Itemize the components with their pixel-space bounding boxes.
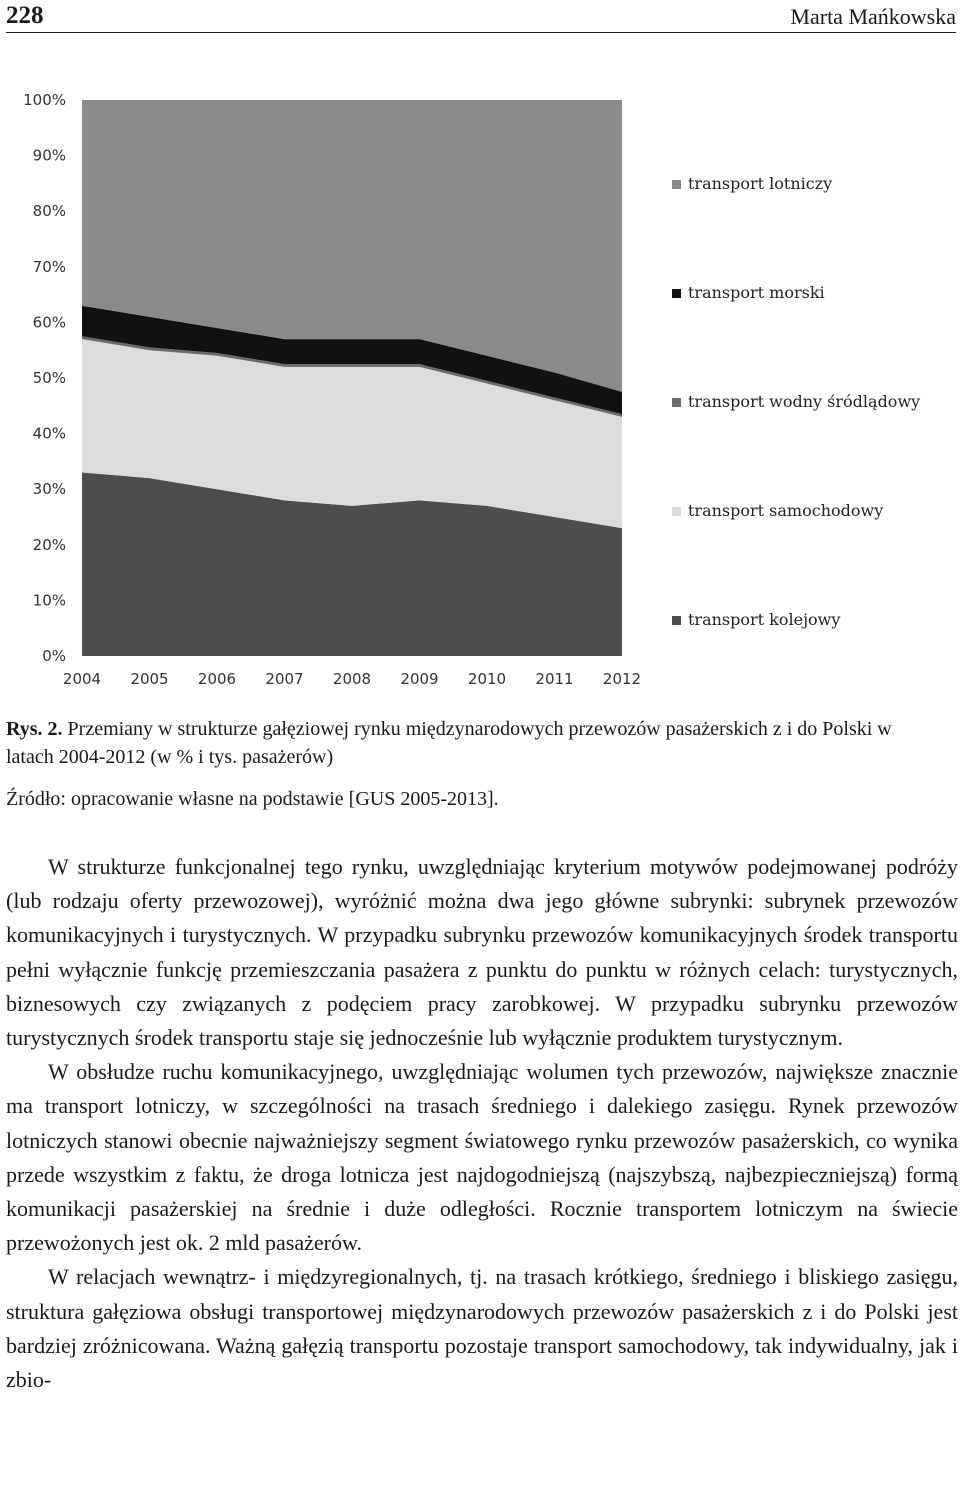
x-tick-label: 2010: [467, 670, 507, 688]
y-tick-label: 60%: [32, 313, 66, 332]
figure-caption: [6, 715, 906, 771]
legend-swatch: [672, 616, 681, 625]
y-tick-label: 90%: [32, 146, 66, 165]
y-axis-ticks: [23, 91, 66, 665]
y-tick-label: 100%: [23, 91, 66, 109]
legend-label: transport wodny śródlądowy: [688, 392, 921, 411]
chart-areas: [82, 100, 622, 656]
x-tick-label: 2011: [535, 670, 574, 688]
x-tick-label: 2006: [197, 670, 237, 688]
y-tick-label: 30%: [32, 480, 66, 499]
figure-chart: [0, 80, 960, 700]
x-axis-ticks: [63, 670, 641, 688]
legend-label: transport morski: [688, 283, 825, 302]
paragraph: W relacjach wewnątrz- i międzyregionalnych, tj. na trasach krótkiego, średniego i bliskiego zasięgu, struktura gałęziowa obsługi transportowej międzynarodowych przewozów pasażerskich z i do Polski jest bardziej zróżnicowana. Ważną gałęzią transportu pozostaje transport samochodowy, tak indywidualny, jak i zbio-: [6, 1264, 958, 1393]
legend-swatch: [672, 507, 681, 516]
y-tick-label: 50%: [32, 369, 66, 387]
y-tick-label: 0%: [42, 647, 66, 665]
chart-legend: [672, 174, 920, 629]
x-tick-label: 2008: [332, 670, 372, 688]
x-tick-label: 2009: [400, 670, 439, 688]
x-tick-label: 2007: [265, 670, 304, 688]
y-tick-label: 10%: [32, 591, 66, 610]
paragraph: W strukturze funkcjonalnej tego rynku, uwzględniając kryterium motywów podejmowanej podróży (lub rodzaju oferty przewozowej), wyróżnić można dwa jego główne subrynki: subrynek przewozów komunikacyjnych i turystycznych. W przypadku subrynku przewozów komunikacyjnych środek transportu pełni wyłącznie funkcję przemieszczania pasażera z punktu do punktu w różnych celach: turystycznych, biznesowych czy związanych z podęciem pracy zarobkowej. W przypadku subrynku przewozów turystycznych środek transportu staje się jednocześnie lub wyłącznie produktem turystycznym.: [6, 854, 958, 1051]
figure-source: Źródło: opracowanie własne na podstawie [GUS 2005-2013].: [6, 788, 499, 810]
figure-caption-text: Przemiany w strukturze gałęziowej rynku międzynarodowych przewozów pasażerskich z i do Polski w latach 2004-2012 (w % i tys. pasażerów): [6, 718, 892, 768]
x-tick-label: 2005: [130, 670, 169, 688]
figure-label: Rys. 2.: [6, 718, 63, 740]
y-tick-label: 80%: [32, 202, 66, 221]
legend-swatch: [672, 289, 681, 298]
y-tick-label: 40%: [32, 424, 66, 443]
page-header: [6, 0, 956, 33]
legend-label: transport samochodowy: [688, 501, 884, 520]
legend-label: transport lotniczy: [688, 174, 833, 193]
running-head-author: Marta Mańkowska: [790, 4, 956, 29]
y-tick-label: 70%: [32, 257, 66, 276]
y-tick-label: 20%: [32, 535, 66, 554]
x-tick-label: 2012: [602, 670, 642, 688]
legend-label: transport kolejowy: [688, 610, 841, 629]
stacked-area-chart: [0, 80, 960, 700]
body-text: [6, 850, 958, 1397]
paragraph: W obsłudze ruchu komunikacyjnego, uwzględniając wolumen tych przewozów, największe znacznie ma transport lotniczy, w szczególności na trasach średniego i dalekiego zasięgu. Rynek przewozów lotniczych stanowi obecnie najważniejszy segment światowego rynku przewozów pasażerskich, co wynika przede wszystkim z faktu, że droga lotnicza jest najdogodniejszą (najszybszą, najbezpieczniejszą) formą komunikacji pasażerskiej na średnie i duże odległości. Rocznie transportem lotniczym na świecie przewożonych jest ok. 2 mld pasażerów.: [6, 1059, 958, 1256]
x-tick-label: 2004: [62, 670, 102, 688]
legend-swatch: [672, 180, 681, 189]
page-number: 228: [6, 2, 44, 29]
legend-swatch: [672, 398, 681, 407]
